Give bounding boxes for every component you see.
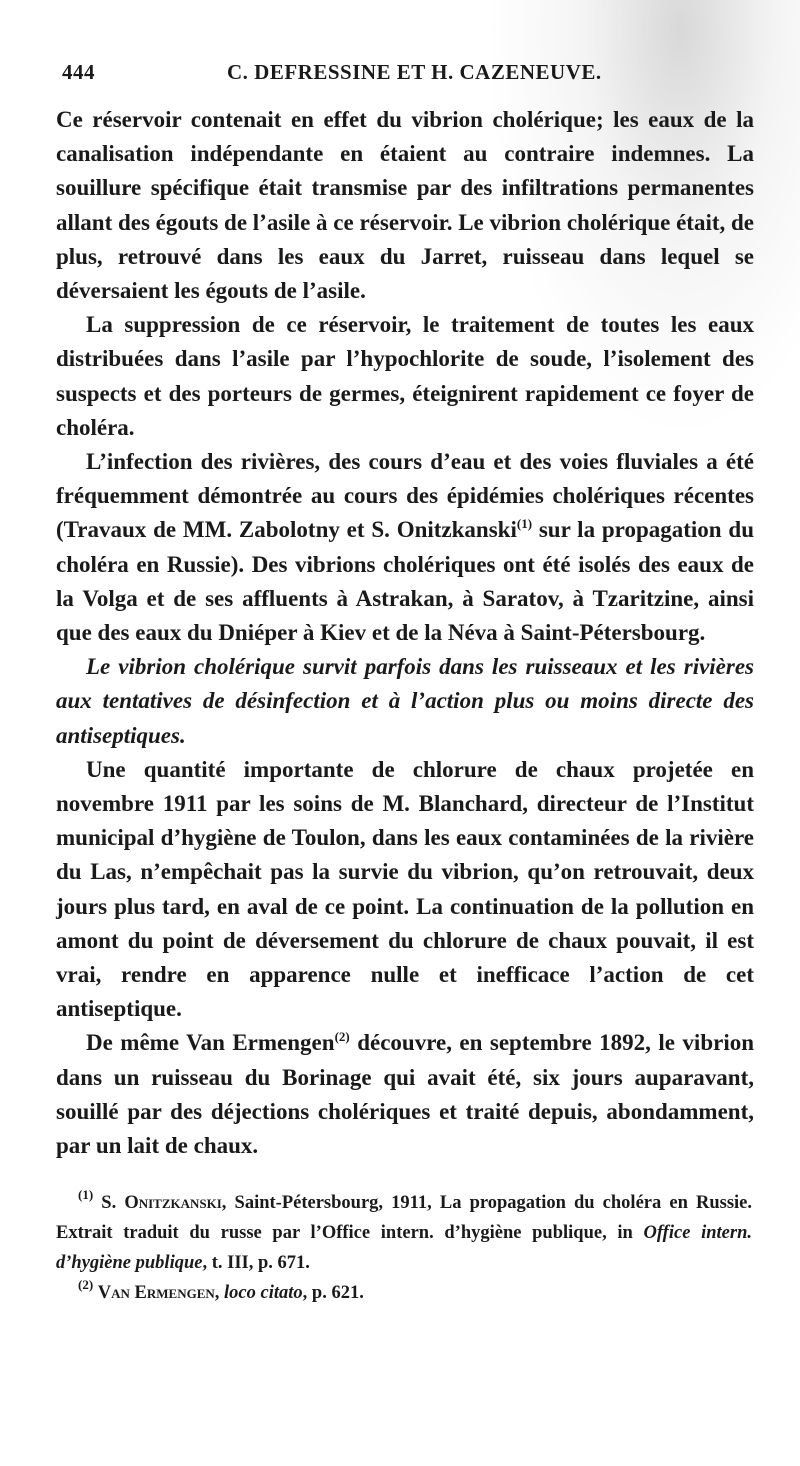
footnote-2-text: , [214, 1283, 225, 1303]
footnote-2-author: Van Ermengen [97, 1283, 215, 1303]
footnote-1 [56, 1188, 752, 1278]
paragraph-5: Une quantité importante de chlorure de chaux projetée en novembre 1911 par les soins de M. Blanchard, directeur de l’Institut municipal d’hygiène de Toulon, dans les eaux contaminées de la rivière du Las, n’empêchait pas la survie du vibrion, qu’on retrouvait, deux jours plus tard, en aval de ce point. La continuation de la pollution en amont du point de déversement du chlorure de chaux pouvait, il est vrai, rendre en apparence nulle et inefficace l’action de cet antiseptique. [56, 756, 754, 1022]
paragraph-1: Ce réservoir contenait en effet du vibrion cholérique; les eaux de la canalisation indépendante en étaient au contraire indemnes. La souillure spécifique était transmise par des infiltrations permanentes allant des égouts de l’asile à ce réservoir. Le vibrion cholérique était, de plus, retrouvé dans les eaux du Jarret, ruisseau dans lequel se déversaient les égouts de l’asile. [56, 107, 754, 304]
paragraph-4-italic: Le vibrion cholérique survit parfois dans les ruisseaux et les rivières aux tentatives de désinfection et à l’action plus ou moins directe des antiseptiques. [56, 654, 754, 748]
paragraph-3-text: L’infection des rivières, des cours d’eau et des voies fluviales a été fréquemment démontrée au cours des épidémies cholériques récentes (Travaux de MM. Zabolotny et S. Onitzkanski [56, 449, 754, 543]
paragraph-6 [56, 1026, 754, 1163]
footnote-ref-2: (2) [334, 1029, 350, 1045]
page-number: 444 [62, 60, 95, 84]
footnote-2 [56, 1278, 752, 1308]
paragraph-3-text-cont: sur la propagation du choléra en Russie). Des vibrions cholériques ont été isolés des eaux de la Volga et de ses affluents à Astrakan, à Saratov, à Tzaritzine, ainsi que des eaux du Dniéper à Kiev et de la Néva à Saint-Pétersbourg. [56, 517, 754, 646]
paragraph-3 [56, 445, 754, 650]
footnote-1-text-end: , t. III, p. 671. [202, 1253, 310, 1273]
footnotes [56, 1188, 752, 1308]
paragraph-2: La suppression de ce réservoir, le traitement de toutes les eaux distribuées dans l’asile par l’hypochlorite de soude, l’isolement des suspects et des porteurs de germes, éteignirent rapidement ce foyer de choléra. [56, 312, 754, 440]
footnote-1-source: Office intern. d’hygiène publique [56, 1223, 752, 1273]
paragraph-6-text: De même Van Ermengen [86, 1030, 335, 1056]
footnote-ref-1: (1) [516, 516, 533, 532]
footnote-2-source: loco citato [224, 1283, 303, 1303]
footnote-1-text: , Saint-Pétersbourg, 1911, La propagation du choléra en Russie. Extrait traduit du russe par l’Office intern. d’hygiène publique, in [56, 1193, 752, 1243]
footnote-2-text-end: , p. 621. [302, 1283, 364, 1303]
footnote-marker-2: (2) [78, 1277, 94, 1292]
footnote-1-author: S. Onitzkanski [101, 1193, 222, 1213]
paragraph-6-text-cont: découvre, en septembre 1892, le vibrion dans un ruisseau du Borinage qui avait été, six jours auparavant, souillé par des déjections cholériques et traité depuis, abondamment, par un lait de chaux. [56, 1030, 754, 1159]
footnote-marker-1: (1) [78, 1187, 94, 1202]
body-text [56, 103, 754, 1163]
running-title: C. DEFRESSINE ET H. CAZENEUVE. [227, 60, 602, 84]
